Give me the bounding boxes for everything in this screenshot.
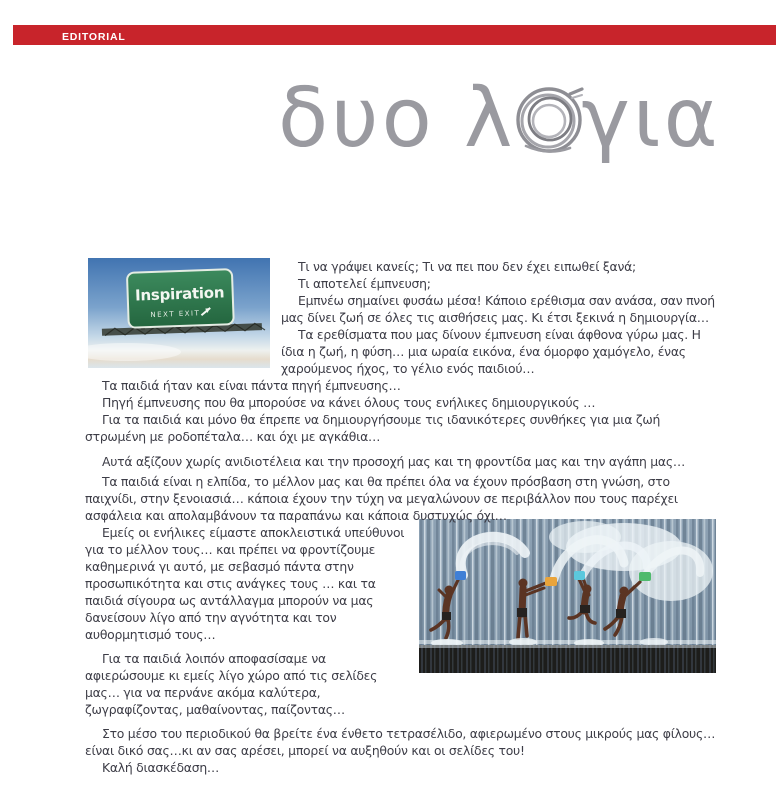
rope-coil-icon — [512, 78, 586, 158]
children-waterfall-photo — [419, 519, 716, 673]
inspiration-photo — [88, 258, 270, 368]
article-paragraph: Τι να γράψει κανείς; Τι να πει που δεν έχει ειπωθεί ξανά; — [298, 259, 636, 274]
sign-title: Inspiration — [134, 283, 225, 305]
dark-wall — [419, 645, 716, 673]
bucket-blue — [455, 571, 466, 580]
article-paragraph: Αυτά αξίζουν χωρίς ανιδιοτέλεια και την προσοχή μας και τη φροντίδα μας και την αγάπη μας… — [102, 454, 685, 469]
article-paragraph: Στο μέσο του περιοδικού θα βρείτε ένα ένθετο τετρασέλιδο, αφιερωμένο στους μικρούς μας φίλους…είναι δικό σας…κι αν σας αρέσει, μπορεί να αυξηθούν και οι σελίδες του! — [85, 726, 716, 758]
bucket-yellow — [545, 577, 557, 586]
article-paragraph: Πηγή έμπνευσης που θα μπορούσε να κάνει όλους τους ενήλικες δημιουργικούς … — [102, 395, 596, 410]
article-paragraph: Εμπνέω σημαίνει φυσάω μέσα! Κάποιο ερέθισμα σαν ανάσα, σαν πνοή μας δίνει ζωή σε όλες τις αισθήσεις μας. Κι έτσι ξεκινά η δημιουργία… — [281, 293, 715, 325]
article-body — [85, 258, 716, 776]
editorial-header-bar — [13, 25, 776, 45]
logo-text-left: δυο λ — [278, 71, 516, 166]
article-paragraph: Καλή διασκέδαση… — [102, 760, 220, 775]
article-paragraph: Τα ερεθίσματα που μας δίνουν έμπνευση είναι άφθονα γύρω μας. Η ίδια η ζωή, η φύση… μια ωραία εικόνα, ένα όμορφο χαμόγελο, ένας χαρούμενος ήχος, το γέλιο ενός παιδιού… — [281, 327, 701, 376]
article-paragraph: Τα παιδιά ήταν και είναι πάντα πηγή έμπνευσης… — [102, 378, 401, 393]
magazine-logo — [278, 71, 721, 198]
article-paragraph: Τα παιδιά είναι η ελπίδα, το μέλλον μας και θα πρέπει όλα να έχουν πρόσβαση στη γνώση, στο παιχνίδι, στην ξενοιασιά… κάποια έχουν την τύχη να μεγαλώνουν σε περιβάλλον που τους παρέχει ασφάλεια και απολαμβάνουν τα παραπάνω και κάποια δυστυχώς όχι… — [85, 474, 678, 523]
bucket-teal — [574, 571, 585, 580]
logo-text-right: για — [581, 71, 721, 166]
bucket-green — [639, 572, 651, 581]
sign-exit-label: NEXT EXIT — [150, 309, 201, 320]
article-paragraph: Εμείς οι ενήλικες είμαστε αποκλειστικά υπεύθυνοι για το μέλλον τους… και πρέπει να φροντίζουμε καθημερινά γι αυτό, με σεβασμό πάντα στην προσωπικότητα και στις ανάγκες τους … και τα παιδιά σίγουρα ως αντάλλαγμα μπορούν να μας δανείσουν λίγο από την αγνότητα και τον αυθορμητισμό τους… — [85, 525, 405, 642]
article-paragraph: Τι αποτελεί έμπνευση; — [298, 276, 431, 291]
article-paragraph: Για τα παιδιά και μόνο θα έπρεπε να δημιουργήσουμε τις ιδανικότερες συνθήκες για μια ζωή στρωμένη με ροδοπέταλα… και όχι με αγκάθια… — [85, 412, 661, 444]
article-paragraph: Για τα παιδιά λοιπόν αποφασίσαμε να αφιερώσουμε κι εμείς λίγο χώρο από τις σελίδες μας… για να περνάνε ακόμα καλύτερα, ζωγραφίζοντας, μαθαίνοντας, παίζοντας… — [85, 651, 378, 717]
editorial-label: EDITORIAL — [62, 31, 126, 43]
